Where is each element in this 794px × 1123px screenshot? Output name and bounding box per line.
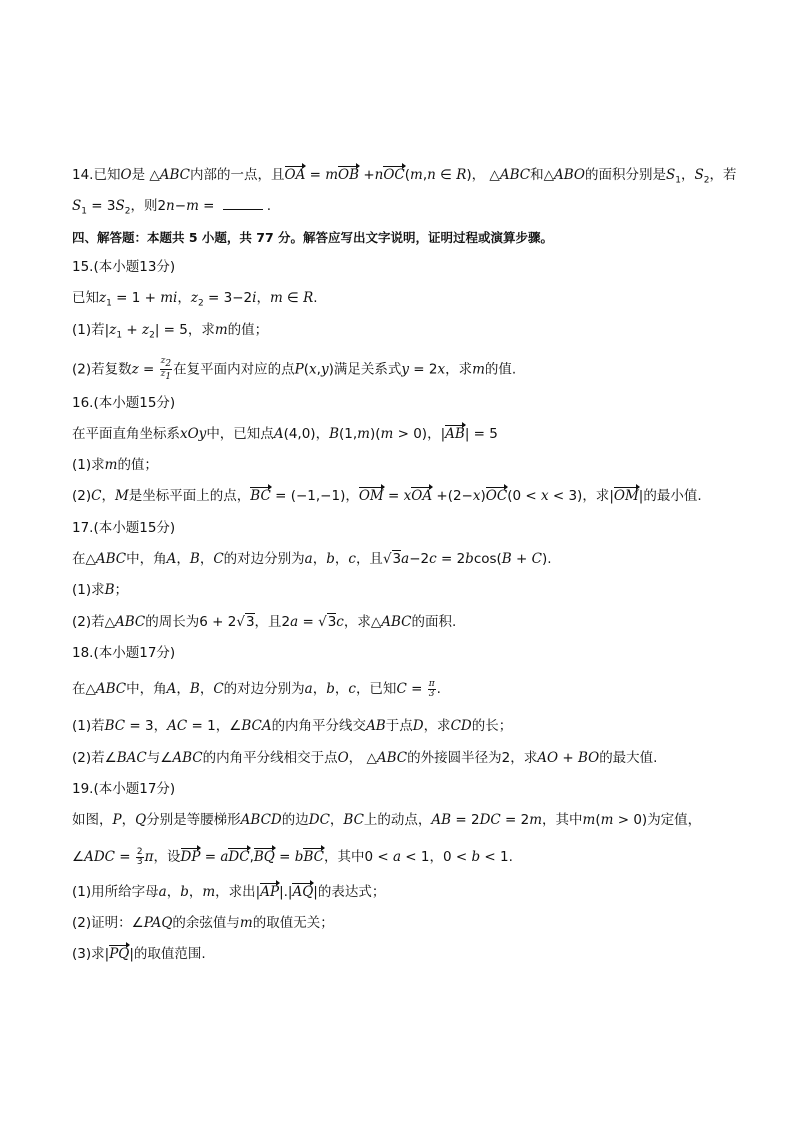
- q16-part1: (1)求m的值；: [72, 457, 158, 473]
- q18-part2: (2)若∠BAC与∠ABC的内角平分线相交于点O， △ABC的外接圆半径为2，求AO + BO的最大值.: [72, 750, 658, 766]
- q17-part2: (2)若△ABC的周长为6 + 2√3，且2a = √3c，求△ABC的面积.: [72, 614, 457, 630]
- q16-given: 在平面直角坐标系xOy中，已知点A(4,0)，B(1,m)(m > 0)，|AB| = 5: [72, 426, 498, 442]
- q14-line-1: 14.已知O是 △ABC内部的一点，且OA = mOB +nOC(m,n ∈ R)， △ABC和△ABO的面积分别是$S_1$，$S_2$，若: [72, 167, 737, 186]
- q19-given-2: ∠ADC = $\frac{2}{3}$ π，设DP = aDC,BQ = bBC，其中0 < a < 1，0 < b < 1.: [72, 846, 513, 867]
- q18-part1: (1)若BC = 3，AC = 1，∠BCA的内角平分线交AB于点D，求CD的长；: [72, 718, 513, 734]
- section-heading: 四、解答题：本题共 5 小题，共 77 分。解答应写出文字说明，证明过程或演算步骤。: [72, 230, 554, 245]
- q19-head: 19.(本小题17分): [72, 781, 176, 797]
- q15-part2: (2)若复数z = $\frac{z_2}{z_1}$ 在复平面内对应的点P(x,y)满足关系式y = 2x，求m的值.: [72, 356, 517, 382]
- answer-blank[interactable]: [223, 197, 263, 210]
- q17-head: 17.(本小题15分): [72, 520, 176, 536]
- q19-part3: (3)求|PQ|的取值范围.: [72, 946, 206, 962]
- q15-given: 已知$z_1 = 1$ + mi，$z_2 = 3-2i$，m ∈ R.: [72, 290, 318, 309]
- q16-part2: (2)C，M是坐标平面上的点，BC = (−1,−1)，OM = xOA +(2−x)OC(0 < x < 3)，求|OM|的最小值.: [72, 488, 702, 504]
- q15-part1: (1)若$|z_1 + z_2| = 5$，求m的值；: [72, 322, 269, 341]
- q17-part1: (1)求B；: [72, 582, 129, 598]
- q18-head: 18.(本小题17分): [72, 645, 176, 661]
- q17-given: 在△ABC中，角A，B，C的对边分别为a，b，c，且√3a−2c = 2bcos(B + C).: [72, 551, 552, 567]
- q19-given-1: 如图，P，Q分别是等腰梯形ABCD的边DC，BC上的动点，AB = 2DC = 2m，其中m(m > 0)为定值，: [72, 812, 702, 828]
- q14-line-2: $S_1 = 3S_2$，则2n−m = .: [72, 198, 272, 217]
- q19-part1: (1)用所给字母a，b，m，求出|AP|.|AQ|的表达式；: [72, 884, 386, 900]
- q18-given: 在△ABC中，角A，B，C的对边分别为a，b，c，已知C = $\frac{\pi}{3}$ .: [72, 678, 441, 699]
- q16-head: 16.(本小题15分): [72, 395, 176, 411]
- q19-part2: (2)证明：∠PAQ的余弦值与m的取值无关；: [72, 915, 334, 931]
- q15-head: 15.(本小题13分): [72, 259, 176, 275]
